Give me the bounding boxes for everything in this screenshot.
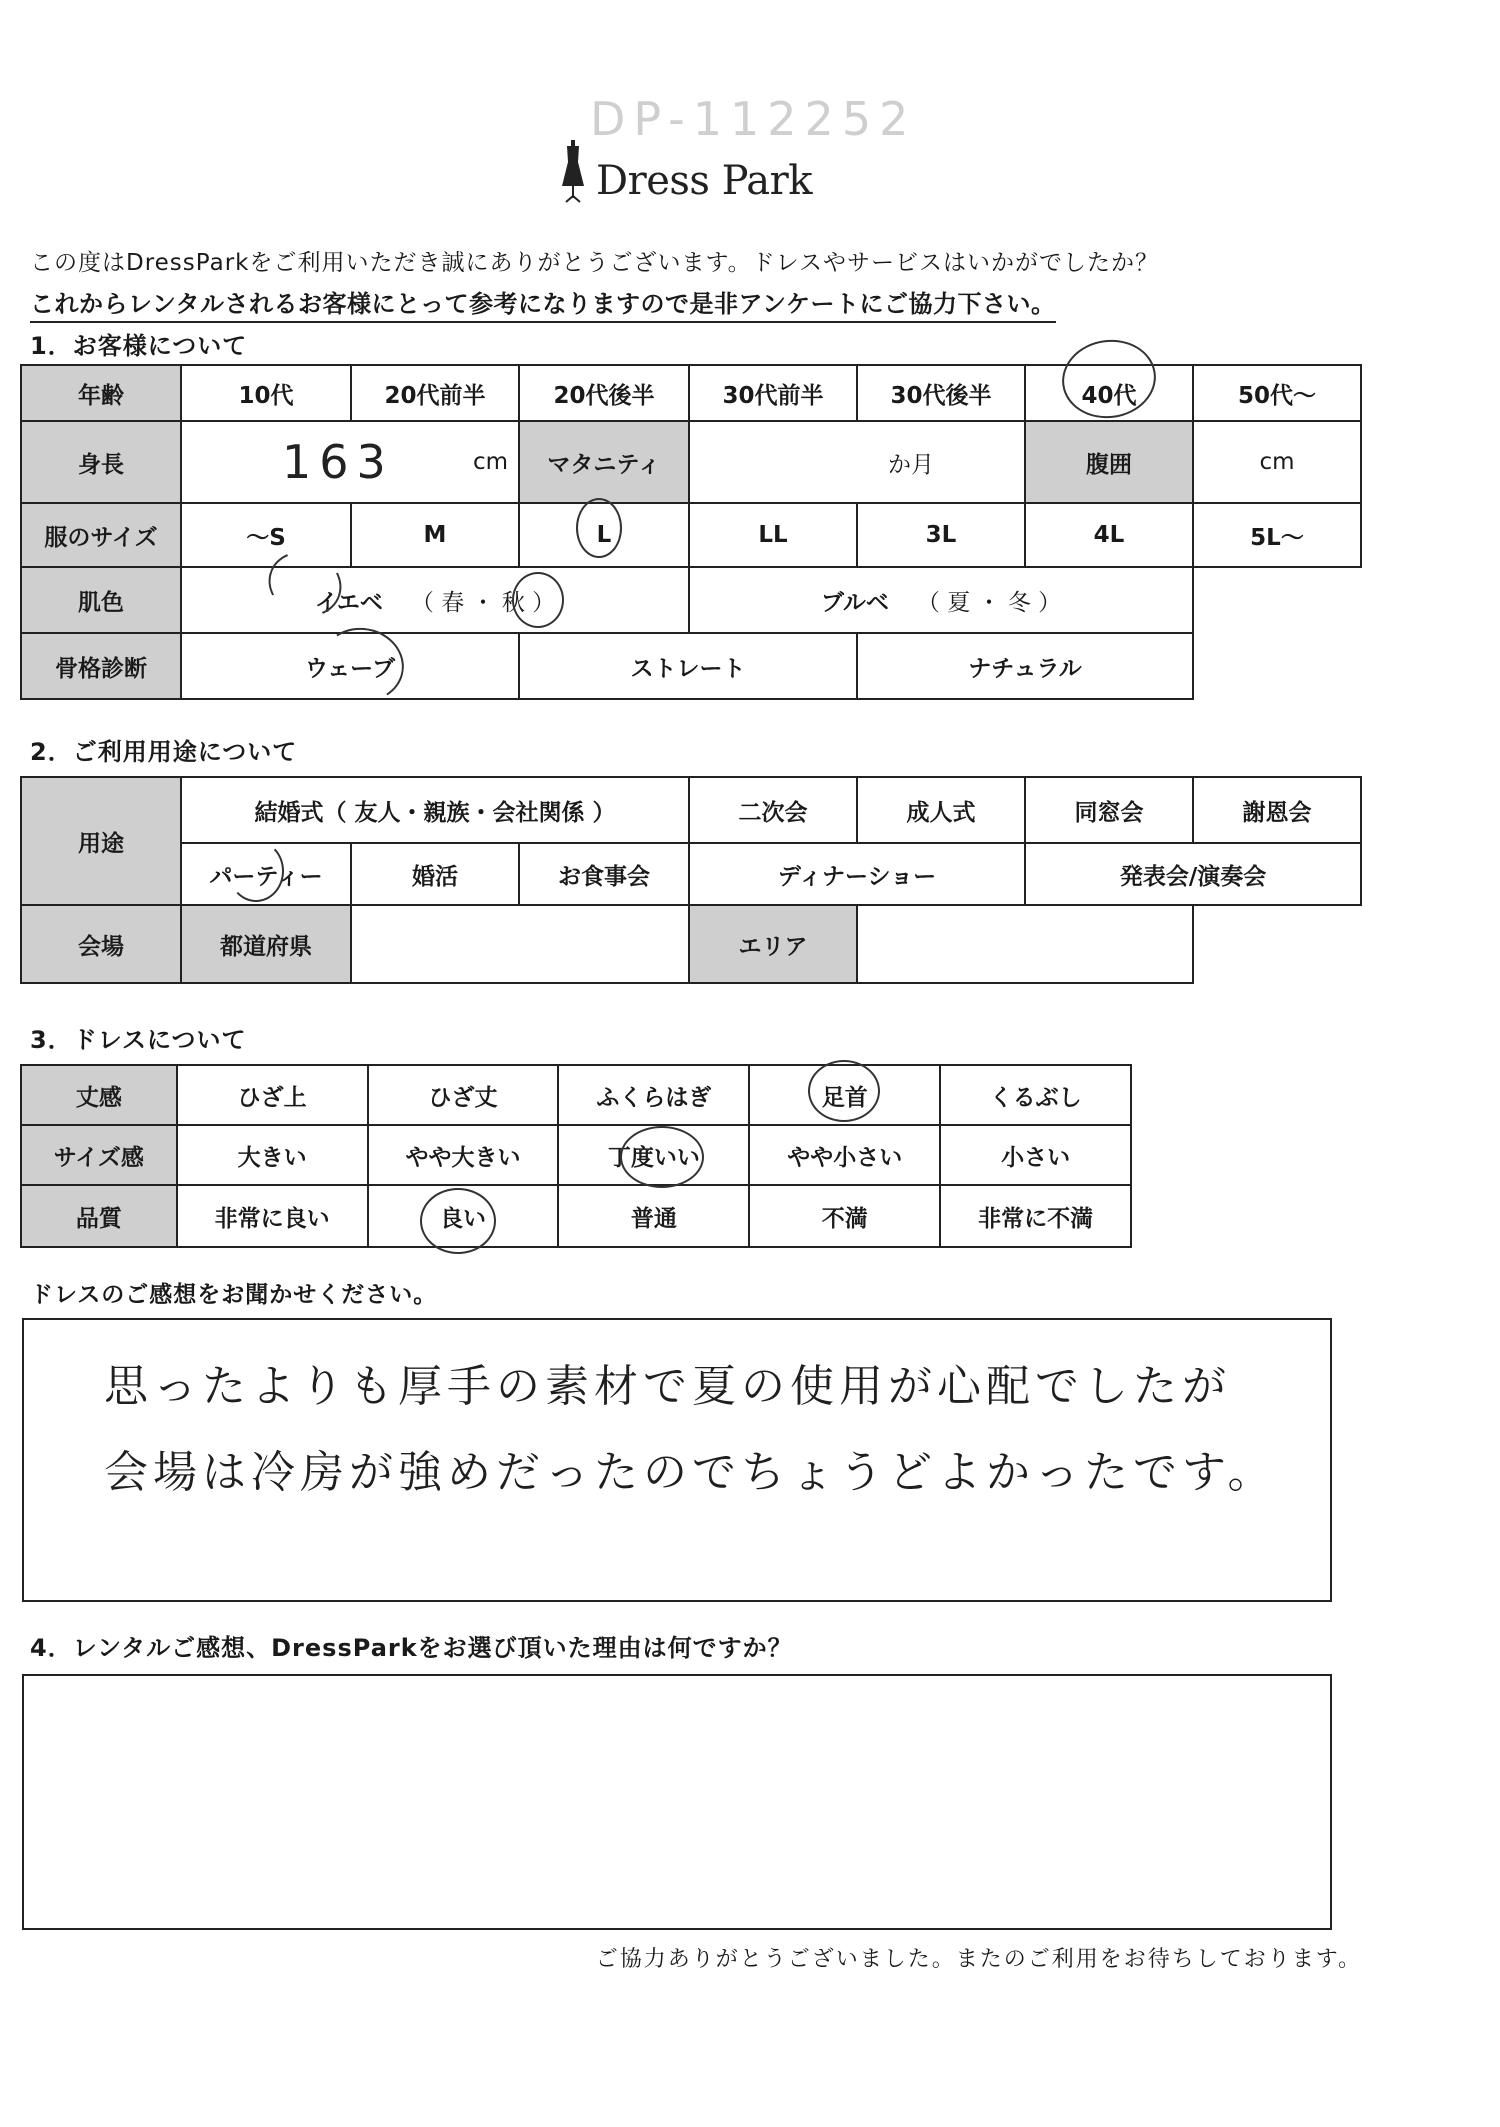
fit-option[interactable]: 大きい: [177, 1125, 368, 1185]
section-3-title: 3．ドレスについて: [30, 1026, 247, 1054]
age-option[interactable]: 20代前半: [351, 365, 519, 421]
customer-table: [20, 364, 1362, 700]
height-field[interactable]: [181, 421, 519, 503]
skeleton-option-selected[interactable]: ウェーブ: [181, 633, 519, 699]
skin-blue-label: ブルベ: [820, 589, 889, 616]
fit-option-selected[interactable]: 丁度いい: [558, 1125, 749, 1185]
prefecture-label: 都道府県: [181, 905, 351, 983]
purpose-label: 用途: [21, 777, 181, 905]
quality-option[interactable]: 非常に良い: [177, 1185, 368, 1247]
empty-cell: [1193, 905, 1361, 983]
area-field[interactable]: [857, 905, 1193, 983]
waist-field[interactable]: [1193, 421, 1361, 503]
size-label: 服のサイズ: [21, 503, 181, 567]
purpose-option[interactable]: ディナーショー: [689, 843, 1025, 905]
length-option-selected[interactable]: 足首: [749, 1065, 940, 1125]
size-option-selected[interactable]: L: [519, 503, 689, 567]
logo-text: Dress Park: [596, 158, 812, 204]
size-option[interactable]: LL: [689, 503, 857, 567]
fit-label: サイズ感: [21, 1125, 177, 1185]
age-option-selected[interactable]: 40代: [1025, 365, 1193, 421]
area-label: エリア: [689, 905, 857, 983]
quality-option[interactable]: 非常に不満: [940, 1185, 1131, 1247]
quality-option[interactable]: 普通: [558, 1185, 749, 1247]
size-option[interactable]: 4L: [1025, 503, 1193, 567]
size-option[interactable]: M: [351, 503, 519, 567]
length-option[interactable]: ひざ上: [177, 1065, 368, 1125]
size-option[interactable]: ～S: [181, 503, 351, 567]
dress-comment-box[interactable]: [22, 1318, 1332, 1602]
dress-comment-prompt: ドレスのご感想をお聞かせください。: [30, 1282, 438, 1308]
purpose-option[interactable]: 発表会/演奏会: [1025, 843, 1361, 905]
intro-line-1: この度はDressParkをご利用いただき誠にありがとうございます。ドレスやサービスはいかがでしたか？: [30, 250, 1159, 276]
dress-comment-line-2: 会場は冷房が強めだったのでちょうどよかったです。: [104, 1447, 1277, 1498]
waist-unit: cm: [1259, 449, 1295, 475]
waist-label: 腹囲: [1025, 421, 1193, 503]
fit-option[interactable]: 小さい: [940, 1125, 1131, 1185]
size-option[interactable]: 3L: [857, 503, 1025, 567]
purpose-option[interactable]: 成人式: [857, 777, 1025, 843]
height-label: 身長: [21, 421, 181, 503]
age-option[interactable]: 50代～: [1193, 365, 1361, 421]
skin-yellow-option[interactable]: [181, 567, 689, 633]
empty-cell: [1193, 567, 1361, 633]
maternity-label: マタニティ: [519, 421, 689, 503]
purpose-table: [20, 776, 1362, 984]
skin-yellow-label: イエベ: [314, 589, 383, 616]
empty-cell: [1193, 633, 1361, 699]
age-option[interactable]: 30代前半: [689, 365, 857, 421]
dress-icon: [560, 140, 586, 204]
dress-table: [20, 1064, 1132, 1248]
skin-blue-seasons: （ 夏 ・ 冬 ）: [916, 589, 1062, 616]
handwritten-id: DP-112252: [590, 92, 917, 146]
purpose-option[interactable]: 結婚式（ 友人・親族・会社関係 ）: [181, 777, 689, 843]
length-option[interactable]: ふくらはぎ: [558, 1065, 749, 1125]
skeleton-option[interactable]: ストレート: [519, 633, 857, 699]
height-value: 163: [282, 435, 394, 489]
skeleton-label: 骨格診断: [21, 633, 181, 699]
purpose-option-selected[interactable]: パーティー: [181, 843, 351, 905]
prefecture-field[interactable]: [351, 905, 689, 983]
age-option[interactable]: 30代後半: [857, 365, 1025, 421]
length-label: 丈感: [21, 1065, 177, 1125]
intro-line-2: これからレンタルされるお客様にとって参考になりますので是非アンケートにご協力下さい。: [30, 284, 1056, 323]
age-option[interactable]: 20代後半: [519, 365, 689, 421]
skeleton-option[interactable]: ナチュラル: [857, 633, 1193, 699]
dress-comment-line-1: 思ったよりも厚手の素材で夏の使用が心配でしたが: [104, 1361, 1231, 1412]
quality-option-selected[interactable]: 良い: [368, 1185, 559, 1247]
skin-blue-option[interactable]: [689, 567, 1193, 633]
age-label: 年齢: [21, 365, 181, 421]
length-option[interactable]: ひざ丈: [368, 1065, 559, 1125]
rental-comment-box[interactable]: [22, 1674, 1332, 1930]
section-4-title: 4．レンタルご感想、DressParkをお選び頂いた理由は何ですか？: [30, 1634, 793, 1662]
purpose-option[interactable]: 謝恩会: [1193, 777, 1361, 843]
section-2-title: 2．ご利用用途について: [30, 738, 298, 766]
length-option[interactable]: くるぶし: [940, 1065, 1131, 1125]
section-1-title: 1．お客様について: [30, 332, 248, 360]
quality-option[interactable]: 不満: [749, 1185, 940, 1247]
purpose-option[interactable]: 婚活: [351, 843, 519, 905]
height-unit: cm: [472, 449, 508, 475]
fit-option[interactable]: やや大きい: [368, 1125, 559, 1185]
quality-label: 品質: [21, 1185, 177, 1247]
size-option[interactable]: 5L～: [1193, 503, 1361, 567]
logo: [560, 140, 812, 204]
age-option[interactable]: 10代: [181, 365, 351, 421]
months-unit: か月: [888, 451, 934, 478]
skin-yellow-seasons: （ 春 ・ 秋 ）: [410, 589, 556, 616]
purpose-option[interactable]: お食事会: [519, 843, 689, 905]
purpose-option[interactable]: 同窓会: [1025, 777, 1193, 843]
maternity-months-field[interactable]: [689, 421, 1025, 503]
footer-thanks: ご協力ありがとうございました。またのご利用をお待ちしております。: [595, 1947, 1362, 1972]
skin-label: 肌色: [21, 567, 181, 633]
purpose-option[interactable]: 二次会: [689, 777, 857, 843]
venue-label: 会場: [21, 905, 181, 983]
fit-option[interactable]: やや小さい: [749, 1125, 940, 1185]
